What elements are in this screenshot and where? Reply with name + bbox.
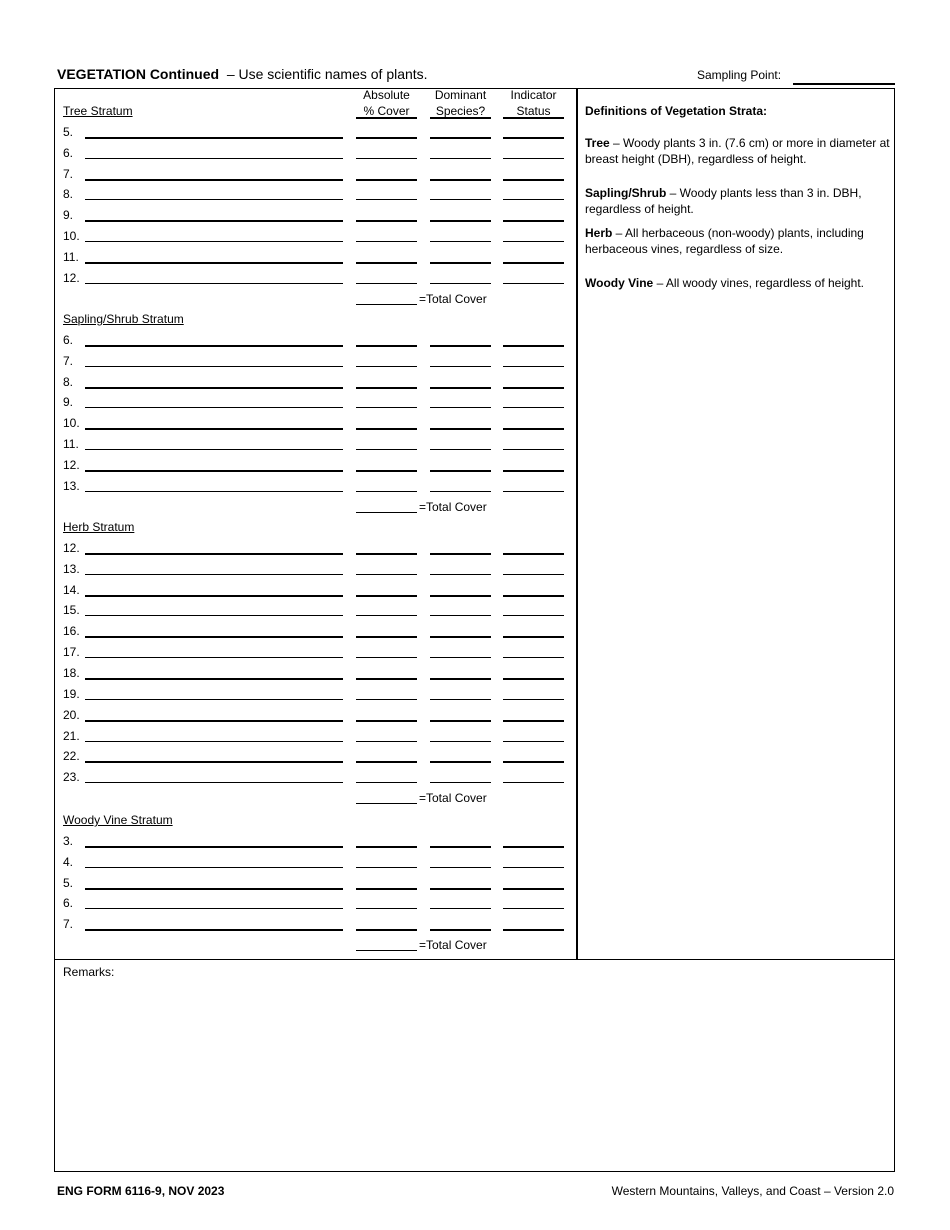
row-number: 7.	[63, 353, 74, 368]
species-name-field[interactable]	[85, 449, 343, 450]
stratum-row	[63, 477, 565, 498]
species-name-field[interactable]	[85, 262, 343, 264]
row-number: 5.	[63, 875, 74, 890]
dominant-species-field[interactable]	[430, 220, 491, 222]
stratum-row	[63, 331, 565, 352]
total-cover-row	[356, 936, 516, 954]
row-number: 7.	[63, 917, 74, 932]
stratum-row	[63, 393, 565, 414]
absolute-cover-field[interactable]	[356, 615, 417, 616]
species-name-field[interactable]	[85, 595, 343, 597]
indicator-status-field[interactable]	[503, 888, 564, 890]
dominant-species-field[interactable]	[430, 782, 491, 783]
column-header-absolute-cover: Absolute % Cover	[356, 87, 417, 119]
dominant-species-field[interactable]	[430, 283, 491, 284]
absolute-cover-field[interactable]	[356, 262, 417, 264]
dominant-species-field[interactable]	[430, 657, 491, 658]
species-name-field[interactable]	[85, 428, 343, 430]
species-name-field[interactable]	[85, 241, 343, 242]
dominant-species-field[interactable]	[430, 158, 491, 159]
species-name-field[interactable]	[85, 761, 343, 763]
indicator-status-field[interactable]	[503, 199, 564, 200]
absolute-cover-field[interactable]	[356, 699, 417, 700]
dominant-species-field[interactable]	[430, 366, 491, 367]
row-number: 11.	[63, 437, 79, 452]
species-name-field[interactable]	[85, 199, 343, 200]
total-cover-label: =Total Cover	[419, 938, 487, 953]
absolute-cover-field[interactable]	[356, 158, 417, 159]
total-cover-label: =Total Cover	[419, 291, 487, 306]
row-number: 12.	[63, 457, 80, 472]
species-name-field[interactable]	[85, 553, 343, 555]
row-number: 21.	[63, 728, 80, 743]
dominant-species-field[interactable]	[430, 553, 491, 555]
stratum-row	[63, 373, 565, 394]
row-number: 9.	[63, 208, 74, 223]
stratum-row	[63, 622, 565, 643]
absolute-cover-field[interactable]	[356, 867, 417, 868]
stratum-row	[63, 747, 565, 768]
row-number: 7.	[63, 166, 74, 181]
row-number: 16.	[63, 624, 80, 639]
indicator-status-field[interactable]	[503, 678, 564, 680]
stratum-label: Sapling/Shrub Stratum	[63, 312, 184, 326]
row-number: 15.	[63, 603, 80, 618]
stratum-row	[63, 915, 565, 936]
row-number: 11.	[63, 249, 79, 264]
dominant-species-field[interactable]	[430, 636, 491, 638]
stratum-row	[63, 601, 565, 622]
row-number: 12.	[63, 270, 80, 285]
species-name-field[interactable]	[85, 615, 343, 616]
row-number: 9.	[63, 395, 74, 410]
total-cover-label: =Total Cover	[419, 499, 487, 514]
total-cover-field[interactable]	[356, 803, 417, 804]
absolute-cover-field[interactable]	[356, 929, 417, 931]
indicator-status-field[interactable]	[503, 908, 564, 909]
row-number: 8.	[63, 374, 74, 389]
absolute-cover-field[interactable]	[356, 657, 417, 658]
column-header-dominant-species: Dominant Species?	[430, 87, 491, 119]
stratum-row	[63, 706, 565, 727]
indicator-status-field[interactable]	[503, 491, 564, 492]
species-name-field[interactable]	[85, 158, 343, 159]
stratum-row	[63, 123, 565, 144]
indicator-status-field[interactable]	[503, 782, 564, 783]
dominant-species-field[interactable]	[430, 929, 491, 931]
stratum-row	[63, 435, 565, 456]
dominant-species-field[interactable]	[430, 491, 491, 492]
stratum-row	[63, 581, 565, 602]
stratum-row	[63, 685, 565, 706]
stratum-row	[63, 248, 565, 269]
stratum-row	[63, 456, 565, 477]
column-header-indicator-status: Indicator Status	[503, 87, 564, 119]
species-name-field[interactable]	[85, 137, 343, 139]
species-name-field[interactable]	[85, 387, 343, 389]
absolute-cover-field[interactable]	[356, 553, 417, 555]
indicator-status-field[interactable]	[503, 636, 564, 638]
absolute-cover-field[interactable]	[356, 846, 417, 848]
species-name-field[interactable]	[85, 846, 343, 848]
absolute-cover-field[interactable]	[356, 908, 417, 909]
dominant-species-field[interactable]	[430, 888, 491, 890]
row-number: 18.	[63, 665, 80, 680]
species-name-field[interactable]	[85, 179, 343, 181]
species-name-field[interactable]	[85, 929, 343, 931]
row-number: 3.	[63, 833, 74, 848]
row-number: 12.	[63, 540, 80, 555]
species-name-field[interactable]	[85, 720, 343, 722]
indicator-status-field[interactable]	[503, 720, 564, 722]
absolute-cover-field[interactable]	[356, 179, 417, 181]
dominant-species-field[interactable]	[430, 428, 491, 430]
total-cover-field[interactable]	[356, 512, 417, 513]
dominant-species-field[interactable]	[430, 720, 491, 722]
stratum-label: Herb Stratum	[63, 520, 135, 534]
indicator-status-field[interactable]	[503, 846, 564, 848]
definitions-heading: Definitions of Vegetation Strata:	[585, 104, 768, 118]
stratum-row	[63, 768, 565, 789]
species-name-field[interactable]	[85, 345, 343, 347]
species-name-field[interactable]	[85, 220, 343, 222]
dominant-species-field[interactable]	[430, 678, 491, 680]
indicator-status-field[interactable]	[503, 574, 564, 575]
stratum-label: Woody Vine Stratum	[63, 813, 173, 827]
absolute-cover-field[interactable]	[356, 595, 417, 597]
dominant-species-field[interactable]	[430, 137, 491, 139]
species-name-field[interactable]	[85, 657, 343, 658]
dominant-species-field[interactable]	[430, 595, 491, 597]
absolute-cover-field[interactable]	[356, 720, 417, 722]
indicator-status-field[interactable]	[503, 366, 564, 367]
row-number: 17.	[63, 645, 80, 660]
definition-herb: Herb – All herbaceous (non-woody) plants, including herbaceous vines, regardless of size.	[585, 226, 864, 256]
stratum-row	[63, 853, 565, 874]
species-name-field[interactable]	[85, 574, 343, 575]
absolute-cover-field[interactable]	[356, 782, 417, 783]
row-number: 5.	[63, 124, 74, 139]
absolute-cover-field[interactable]	[356, 220, 417, 222]
row-number: 20.	[63, 707, 80, 722]
indicator-status-field[interactable]	[503, 387, 564, 389]
stratum-row	[63, 165, 565, 186]
stratum-row	[63, 414, 565, 435]
stratum-label: Tree Stratum	[63, 104, 133, 118]
dominant-species-field[interactable]	[430, 449, 491, 450]
absolute-cover-field[interactable]	[356, 636, 417, 638]
dominant-species-field[interactable]	[430, 179, 491, 181]
species-name-field[interactable]	[85, 407, 343, 408]
absolute-cover-field[interactable]	[356, 449, 417, 450]
title-bold: VEGETATION Continued	[57, 66, 220, 82]
stratum-row	[63, 874, 565, 895]
absolute-cover-field[interactable]	[356, 283, 417, 284]
dominant-species-field[interactable]	[430, 574, 491, 575]
definitions-panel	[585, 103, 890, 309]
indicator-status-field[interactable]	[503, 449, 564, 450]
stratum-row	[63, 144, 565, 165]
dominant-species-field[interactable]	[430, 867, 491, 868]
form-header	[57, 64, 895, 84]
dominant-species-field[interactable]	[430, 407, 491, 408]
indicator-status-field[interactable]	[503, 262, 564, 264]
species-name-field[interactable]	[85, 867, 343, 868]
species-name-field[interactable]	[85, 470, 343, 472]
total-cover-label: =Total Cover	[419, 791, 487, 806]
row-number: 8.	[63, 187, 74, 202]
dominant-species-field[interactable]	[430, 846, 491, 848]
species-name-field[interactable]	[85, 782, 343, 783]
species-name-field[interactable]	[85, 699, 343, 700]
row-number: 4.	[63, 854, 74, 869]
dominant-species-field[interactable]	[430, 470, 491, 472]
dominant-species-field[interactable]	[430, 241, 491, 242]
stratum-row	[63, 539, 565, 560]
stratum-row	[63, 352, 565, 373]
row-number: 6.	[63, 332, 74, 347]
species-name-field[interactable]	[85, 678, 343, 680]
indicator-status-field[interactable]	[503, 595, 564, 597]
stratum-row	[63, 206, 565, 227]
title-rest: – Use scientific names of plants.	[226, 66, 428, 82]
sampling-point-field[interactable]	[793, 83, 895, 85]
stratum-row	[63, 664, 565, 685]
stratum-row	[63, 832, 565, 853]
absolute-cover-field[interactable]	[356, 678, 417, 680]
indicator-status-field[interactable]	[503, 657, 564, 658]
absolute-cover-field[interactable]	[356, 345, 417, 347]
stratum-row	[63, 894, 565, 915]
dominant-species-field[interactable]	[430, 908, 491, 909]
dominant-species-field[interactable]	[430, 262, 491, 264]
remarks-divider	[54, 959, 895, 960]
row-number: 13.	[63, 478, 80, 493]
indicator-status-field[interactable]	[503, 158, 564, 159]
row-number: 6.	[63, 145, 74, 160]
row-number: 6.	[63, 896, 74, 911]
indicator-status-field[interactable]	[503, 553, 564, 555]
row-number: 13.	[63, 561, 80, 576]
total-cover-row	[356, 498, 516, 516]
absolute-cover-field[interactable]	[356, 241, 417, 242]
absolute-cover-field[interactable]	[356, 387, 417, 389]
species-name-field[interactable]	[85, 283, 343, 284]
column-divider	[576, 88, 578, 960]
dominant-species-field[interactable]	[430, 741, 491, 742]
indicator-status-field[interactable]	[503, 220, 564, 222]
dominant-species-field[interactable]	[430, 615, 491, 616]
species-name-field[interactable]	[85, 491, 343, 492]
row-number: 10.	[63, 229, 80, 244]
dominant-species-field[interactable]	[430, 761, 491, 763]
row-number: 14.	[63, 582, 80, 597]
indicator-status-field[interactable]	[503, 283, 564, 284]
absolute-cover-field[interactable]	[356, 137, 417, 139]
indicator-status-field[interactable]	[503, 741, 564, 742]
stratum-row	[63, 185, 565, 206]
indicator-status-field[interactable]	[503, 428, 564, 430]
indicator-status-field[interactable]	[503, 761, 564, 763]
total-cover-field[interactable]	[356, 950, 417, 951]
stratum-row	[63, 560, 565, 581]
indicator-status-field[interactable]	[503, 345, 564, 347]
dominant-species-field[interactable]	[430, 345, 491, 347]
species-name-field[interactable]	[85, 636, 343, 638]
indicator-status-field[interactable]	[503, 241, 564, 242]
absolute-cover-field[interactable]	[356, 888, 417, 890]
indicator-status-field[interactable]	[503, 407, 564, 408]
absolute-cover-field[interactable]	[356, 741, 417, 742]
indicator-status-field[interactable]	[503, 699, 564, 700]
stratum-row	[63, 227, 565, 248]
stratum-row	[63, 643, 565, 664]
form-id: ENG FORM 6116-9, NOV 2023	[57, 1184, 225, 1198]
indicator-status-field[interactable]	[503, 929, 564, 931]
stratum-row	[63, 269, 565, 290]
species-name-field[interactable]	[85, 741, 343, 742]
absolute-cover-field[interactable]	[356, 470, 417, 472]
definition-sapling-shrub: Sapling/Shrub – Woody plants less than 3 in. DBH, regardless of height.	[585, 186, 862, 216]
remarks-label: Remarks:	[63, 965, 115, 979]
definition-woody-vine: Woody Vine – All woody vines, regardless of height.	[585, 276, 865, 290]
indicator-status-field[interactable]	[503, 470, 564, 472]
total-cover-row	[356, 789, 516, 807]
species-name-field[interactable]	[85, 366, 343, 367]
row-number: 10.	[63, 416, 80, 431]
row-number: 19.	[63, 686, 80, 701]
region-version: Western Mountains, Valleys, and Coast – Version 2.0	[611, 1184, 894, 1198]
sampling-point-label: Sampling Point:	[697, 68, 782, 82]
stratum-row	[63, 727, 565, 748]
species-name-field[interactable]	[85, 908, 343, 909]
dominant-species-field[interactable]	[430, 199, 491, 200]
row-number: 23.	[63, 770, 80, 785]
page-title	[57, 66, 428, 82]
absolute-cover-field[interactable]	[356, 574, 417, 575]
absolute-cover-field[interactable]	[356, 428, 417, 430]
definition-tree: Tree – Woody plants 3 in. (7.6 cm) or more in diameter at breast height (DBH), regardless of height.	[585, 136, 890, 166]
absolute-cover-field[interactable]	[356, 491, 417, 492]
row-number: 22.	[63, 749, 80, 764]
dominant-species-field[interactable]	[430, 387, 491, 389]
total-cover-field[interactable]	[356, 304, 417, 305]
indicator-status-field[interactable]	[503, 867, 564, 868]
indicator-status-field[interactable]	[503, 179, 564, 181]
absolute-cover-field[interactable]	[356, 366, 417, 367]
absolute-cover-field[interactable]	[356, 407, 417, 408]
absolute-cover-field[interactable]	[356, 199, 417, 200]
total-cover-row	[356, 290, 516, 308]
dominant-species-field[interactable]	[430, 699, 491, 700]
species-name-field[interactable]	[85, 888, 343, 890]
indicator-status-field[interactable]	[503, 615, 564, 616]
absolute-cover-field[interactable]	[356, 761, 417, 763]
indicator-status-field[interactable]	[503, 137, 564, 139]
